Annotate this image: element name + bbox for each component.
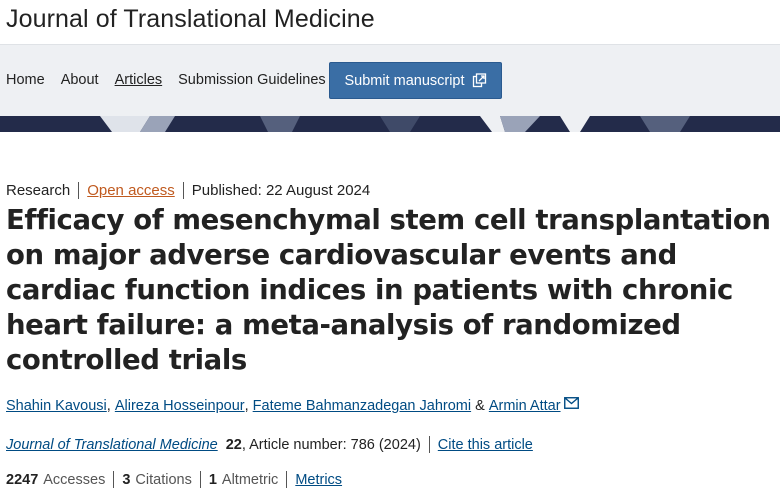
author-link[interactable]: Armin Attar (488, 398, 561, 414)
published-date: Published: 22 August 2024 (191, 181, 371, 199)
nav-submission-guidelines-link[interactable]: Submission Guidelines (178, 72, 326, 88)
author-list (6, 398, 774, 414)
citations-count: 3 (122, 471, 131, 488)
open-access-link[interactable]: Open access (87, 181, 175, 199)
submit-manuscript-button[interactable] (329, 62, 502, 99)
volume-number: 22 (225, 436, 242, 453)
article-title: Efficacy of mesenchymal stem cell transplantation on major adverse cardiovascular events and cardiac function indices in patients with chronic heart failure: a meta-analysis of randomized controlled trials (6, 204, 771, 376)
nav-articles-link[interactable]: Articles (114, 72, 163, 88)
article-header (0, 181, 780, 488)
meta-divider (113, 471, 114, 488)
meta-divider (429, 436, 430, 453)
author-separator: , (106, 398, 111, 414)
author-link[interactable]: Fateme Bahmanzadegan Jahromi (252, 398, 472, 414)
nav-bar (0, 44, 780, 116)
accesses-count: 2247 (6, 471, 39, 488)
meta-divider (286, 471, 287, 488)
author-link[interactable]: Shahin Kavousi (6, 398, 107, 414)
journal-header (0, 0, 780, 44)
metrics-line (6, 471, 774, 488)
article-meta (6, 181, 774, 199)
article-type: Research (6, 181, 71, 199)
nav-links (6, 72, 342, 88)
cite-this-article-link[interactable]: Cite this article (437, 436, 533, 453)
citations-label: Citations (135, 471, 192, 488)
article-number: , Article number: 786 (2024) (241, 436, 421, 453)
nav-home-link[interactable]: Home (6, 72, 45, 88)
citation-line (6, 436, 774, 453)
nav-about-link[interactable]: About (60, 72, 99, 88)
external-link-icon (472, 73, 487, 88)
altmetric-label: Altmetric (221, 471, 279, 488)
decorative-banner (0, 116, 780, 132)
meta-divider (183, 182, 184, 199)
meta-divider (200, 471, 201, 488)
author-separator-last: & (475, 398, 485, 414)
altmetric-count: 1 (208, 471, 217, 488)
accesses-label: Accesses (43, 471, 106, 488)
mail-icon[interactable] (564, 397, 579, 409)
metrics-link[interactable]: Metrics (295, 471, 343, 488)
author-link[interactable]: Alireza Hosseinpour (114, 398, 245, 414)
author-separator: , (244, 398, 249, 414)
submit-manuscript-label: Submit manuscript (344, 72, 465, 89)
journal-title[interactable]: Journal of Translational Medicine (6, 5, 375, 33)
journal-link[interactable]: Journal of Translational Medicine (6, 436, 218, 453)
meta-divider (78, 182, 79, 199)
